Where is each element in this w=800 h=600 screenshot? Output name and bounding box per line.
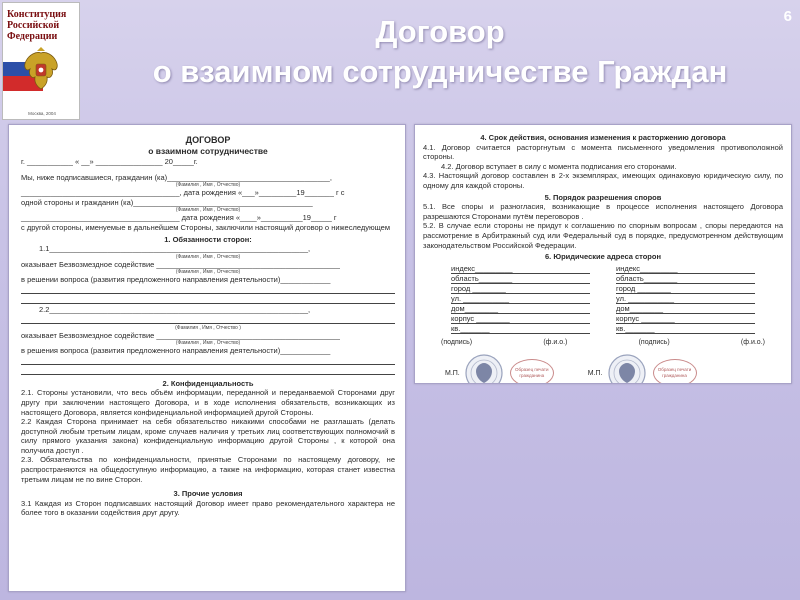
address-field: дом________ [616,304,755,314]
render-line-1: оказывает Безвозмездное содействие ____________________________________________ [21,259,340,269]
clause-2-3: 2.3. Обязательства по конфиденциальности, принятые Сторонами по настоящему договору, не распространяются на общедоступную информацию, а также на информацию, которая станет известна третьим лицам не по вине Сторон. [21,455,395,484]
hint-render-2: (Фамилия , Имя , Отчество) [175,340,241,347]
address-field: область________ [616,274,755,284]
clause-1-2: 2.2______________________________________________________________, [39,304,311,314]
address-field: область________ [451,274,590,284]
decision-line-2: в решения вопроса (развития предложенного направления деятельности)____________ [21,346,331,356]
mp-label: М.П. [587,369,603,377]
hint-render-1: (Фамилия , Имя , Отчество) [175,269,241,276]
signature-label: (подпись) [441,338,473,346]
address-field: кв._______ [451,324,590,334]
contract-subheading: о взаимном сотрудничестве [148,146,268,156]
intro-line-3: одной стороны и гражданин (ка)___________________________________________ [21,197,313,207]
intro-line-2: ______________________________________, дата рождения «___»_________19_______ г с [21,188,345,198]
seal-row [423,353,783,384]
seal-block-left [445,353,554,384]
hint-fio-2: (Фамилия , Имя , Отчество) [175,207,241,214]
fio-label: (ф.и.о.) [543,338,568,346]
clause-5-2: 5.2. В случае если стороны не придут к соглашению по спорным вопросам , споры передаются на рассмотрение в Арбитражный суд или Федеральный суд в порядке, предусмотренном действующим законодательством Российской Федерации. [423,221,783,250]
stamp-sample: Образец печати гражданина [653,359,697,384]
slide-number: 6 [783,8,792,25]
contract-page-left [8,124,406,592]
hint-1-2: (Фамилия , Имя , Отчество ) [175,324,241,331]
section-2-heading: 2. Конфиденциальность [162,378,254,388]
blank-line [21,295,395,304]
badge-title: Конституция Российской Федерации [7,9,67,42]
address-field: город ________ [616,284,755,294]
hint-fio: (Фамилия , Имя , Отчество) [175,182,241,189]
hint-1-1: (Фамилия , Имя , Отчество) [175,253,241,260]
intro-line-1: Мы, ниже подписавшиеся, гражданин (ка)_______________________________________, [21,172,332,182]
stamp-sample: Образец печати гражданина [510,359,554,384]
clause-5-1: 5.1. Все споры и разногласия, возникающие в процессе исполнения настоящего Договора разрешаются Сторонами путём переговоров . [423,202,783,221]
address-field: индекс_________ [616,264,755,274]
contract-page-right [414,124,792,384]
clause-4-2: 4.2. Договор вступает в силу с момента подписания его сторонами. [441,161,677,171]
address-field: город ________ [451,284,590,294]
intro-line-4: ______________________________________ дата рождения «____»__________19_____ г [21,213,337,223]
seal-block-right [588,353,697,384]
address-field: корпус ________ [616,314,755,324]
mp-label: М.П. [445,369,460,377]
section-1-heading: 1. Обязанности сторон: [164,234,252,244]
constitution-badge [2,2,80,120]
official-seal-icon [464,353,504,384]
intro-line-5: с другой стороны, именуемые в дальнейшем Стороны, заключили настоящий договор о нижеследующем [21,222,391,232]
clause-3-1: 3.1 Каждая из Сторон подписавших настоящий Договор имеет право рекомендательного характера не более того в оказании содействия друг другу. [21,498,395,518]
address-field: кв._______ [616,324,755,334]
clause-4-3: 4.3. Настоящий договор составлен в 2-х экземплярах, имеющих одинаковую юридическую силу, по одному для каждой стороны. [423,171,783,190]
clause-4-1: 4.1. Договор считается расторгнутым с момента письменного уведомления противоположной стороны. [423,142,783,162]
fio-label: (ф.и.о.) [740,338,765,346]
signature-label: (подпись) [638,338,670,346]
clause-1-1: 1.1______________________________________________________________, [39,244,311,254]
slide-title-line1: Договор [375,14,505,49]
decision-line-1: в решении вопроса (развития предложенного направления деятельности)____________ [21,275,331,285]
badge-city: Москва, 2004 [28,111,56,116]
contract-heading: ДОГОВОР [185,135,231,145]
section-6-heading: 6. Юридические адреса сторон [545,252,661,262]
slide-title-line2: о взаимном сотрудничестве Граждан [152,54,728,89]
clause-2-1: 2.1. Стороны установили, что весь объём информации, переданной и переданваемой Сторонами друг другу при заключении настоящего Договора, и в ходе исполнения обязательств, возникающих из настоящего Договора, является конфиденциальной информацией другой Стороны. [21,388,395,417]
signature-row [423,338,783,348]
blank-line [21,315,395,324]
official-seal-icon [607,353,647,384]
double-eagle-emblem-icon [19,47,63,95]
section-4-heading: 4. Срок действия, основания изменения к расторжению договора [480,133,726,142]
address-field: индекс_________ [451,264,590,274]
address-field: ул. ___________ [616,294,755,304]
clause-2-2: 2.2 Каждая Сторона принимает на себя обязательство никакими способами не разглашать (делать доступной любым третьим лицам, кроме случаев наличия у третьих лиц соответствующих полномочий в силу прямого указания закона) конфиденциальную информацию другой Стороны , к которой она получила доступ . [21,417,395,455]
address-field: ул. ___________ [451,294,590,304]
blank-line [21,285,395,294]
address-field: дом________ [451,304,590,314]
render-line-2: оказывает Безвозмездное содействие ____________________________________________ [21,330,340,340]
contract-date-line: г. ___________ « __» ________________ 20_____г. [21,157,198,166]
address-field: корпус ________ [451,314,590,324]
section-5-heading: 5. Порядок разрешения споров [544,192,662,202]
blank-line [21,356,395,365]
section-3-heading: 3. Прочие условия [173,489,243,499]
legal-addresses [423,264,783,334]
blank-line [21,366,395,375]
